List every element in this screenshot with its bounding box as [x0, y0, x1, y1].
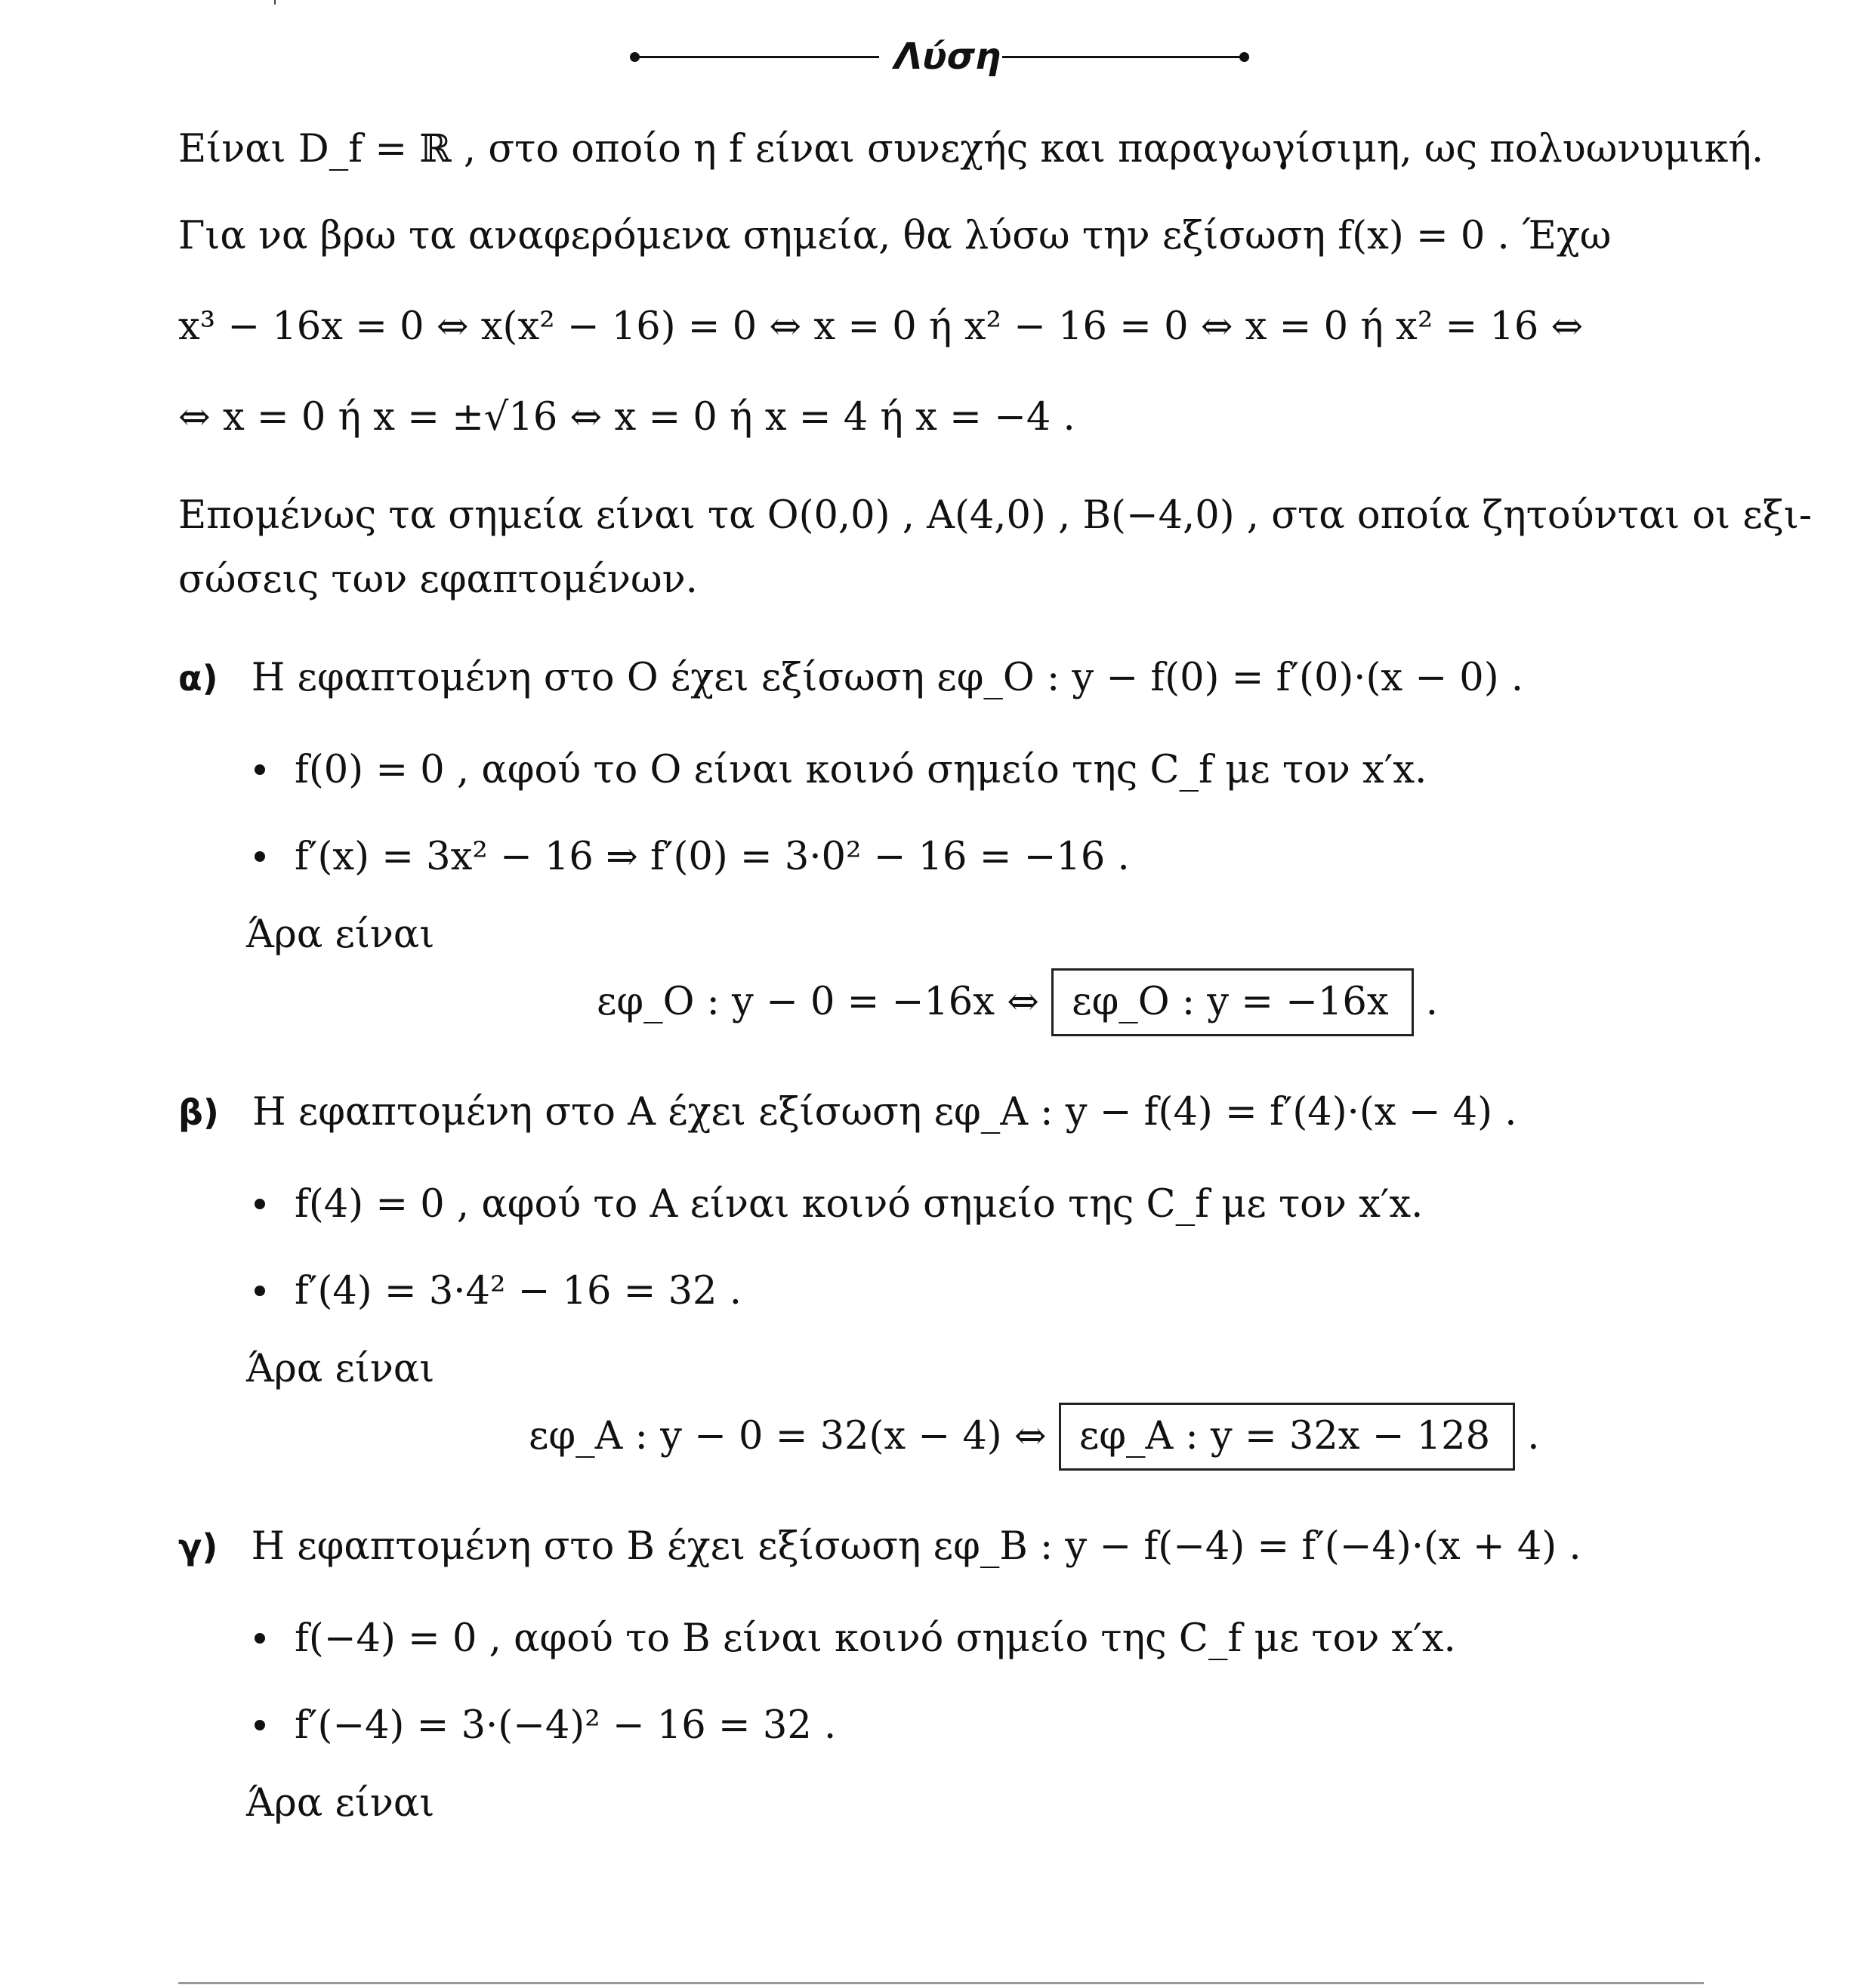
part-a-bullet-1: f(0) = 0 , αφού το O είναι κοινό σημείο της C_f με τον x′x. [295, 748, 1427, 792]
part-b-therefore: Άρα είναι [246, 1347, 435, 1391]
page-bottom-rule [178, 1982, 1704, 1984]
part-a-result-left: εφ_O : y − 0 = −16x ⇔ [597, 980, 1039, 1024]
solve-line-1: x³ − 16x = 0 ⇔ x(x² − 16) = 0 ⇔ x = 0 ή x² − 16 = 0 ⇔ x = 0 ή x² = 16 ⇔ [178, 304, 1584, 349]
part-c-bullet-1: f(−4) = 0 , αφού το B είναι κοινό σημείο της C_f με τον x′x. [295, 1616, 1456, 1661]
part-b-bullet-2: f′(4) = 3·4² − 16 = 32 . [295, 1269, 742, 1314]
part-c-bullet-2: f′(−4) = 3·(−4)² − 16 = 32 . [295, 1703, 837, 1748]
part-c-label: γ) [178, 1526, 218, 1567]
part-b-result-left: εφ_A : y − 0 = 32(x − 4) ⇔ [529, 1414, 1047, 1459]
part-a-result-boxed: εφ_O : y = −16x [1051, 968, 1413, 1036]
solution-title: Λύση [894, 36, 1001, 78]
part-a-therefore: Άρα είναι [246, 912, 435, 957]
header-right-dot [1239, 52, 1249, 62]
part-b-statement: Η εφαπτομένη στο A έχει εξίσωση εφ_A : y − f(4) = f′(4)·(x − 4) . [252, 1090, 1517, 1134]
bullet-icon [255, 1633, 265, 1644]
part-b-result-boxed: εφ_A : y = 32x − 128 [1059, 1403, 1515, 1471]
bullet-icon [255, 851, 265, 862]
bullet-icon [255, 1286, 265, 1296]
part-b-result-line [529, 1403, 1540, 1471]
bullet-icon [255, 1199, 265, 1209]
header-right-rule [1002, 56, 1244, 58]
solution-header [630, 30, 1249, 83]
part-c-therefore: Άρα είναι [246, 1781, 435, 1826]
points-line-1: Επομένως τα σημεία είναι τα O(0,0) , A(4,0) , B(−4,0) , στα οποία ζητούνται οι εξι- [178, 493, 1813, 538]
bullet-icon [255, 764, 265, 775]
part-b-bullet-1: f(4) = 0 , αφού το A είναι κοινό σημείο της C_f με τον x′x. [295, 1182, 1424, 1227]
part-a-label: α) [178, 658, 218, 699]
part-c-statement-line [178, 1524, 1581, 1570]
part-a-result-line [597, 968, 1438, 1036]
part-a-statement: Η εφαπτομένη στο O έχει εξίσωση εφ_O : y − f(0) = f′(0)·(x − 0) . [251, 656, 1524, 700]
part-c-statement: Η εφαπτομένη στο B έχει εξίσωση εφ_B : y − f(−4) = f′(−4)·(x + 4) . [251, 1524, 1581, 1569]
bullet-icon [255, 1720, 265, 1730]
points-line-2: σώσεις των εφαπτομένων. [178, 557, 698, 602]
part-a-result-end: . [1425, 980, 1439, 1024]
page-edge-mark [274, 0, 276, 5]
solve-line-2: ⇔ x = 0 ή x = ±√16 ⇔ x = 0 ή x = 4 ή x = −4 . [178, 395, 1075, 440]
domain-line: Είναι D_f = ℝ , στο οποίο η f είναι συνεχής και παραγωγίσιμη, ως πολυωνυμική. [178, 127, 1764, 171]
header-left-rule [636, 56, 879, 58]
part-b-statement-line [178, 1090, 1517, 1135]
part-b-label: β) [178, 1092, 219, 1133]
part-a-bullet-2: f′(x) = 3x² − 16 ⇒ f′(0) = 3·0² − 16 = −16 . [295, 835, 1130, 879]
part-b-result-end: . [1527, 1414, 1540, 1459]
part-a-statement-line [178, 656, 1523, 701]
equation-intro-line: Για να βρω τα αναφερόμενα σημεία, θα λύσω την εξίσωση f(x) = 0 . Έχω [178, 214, 1612, 258]
